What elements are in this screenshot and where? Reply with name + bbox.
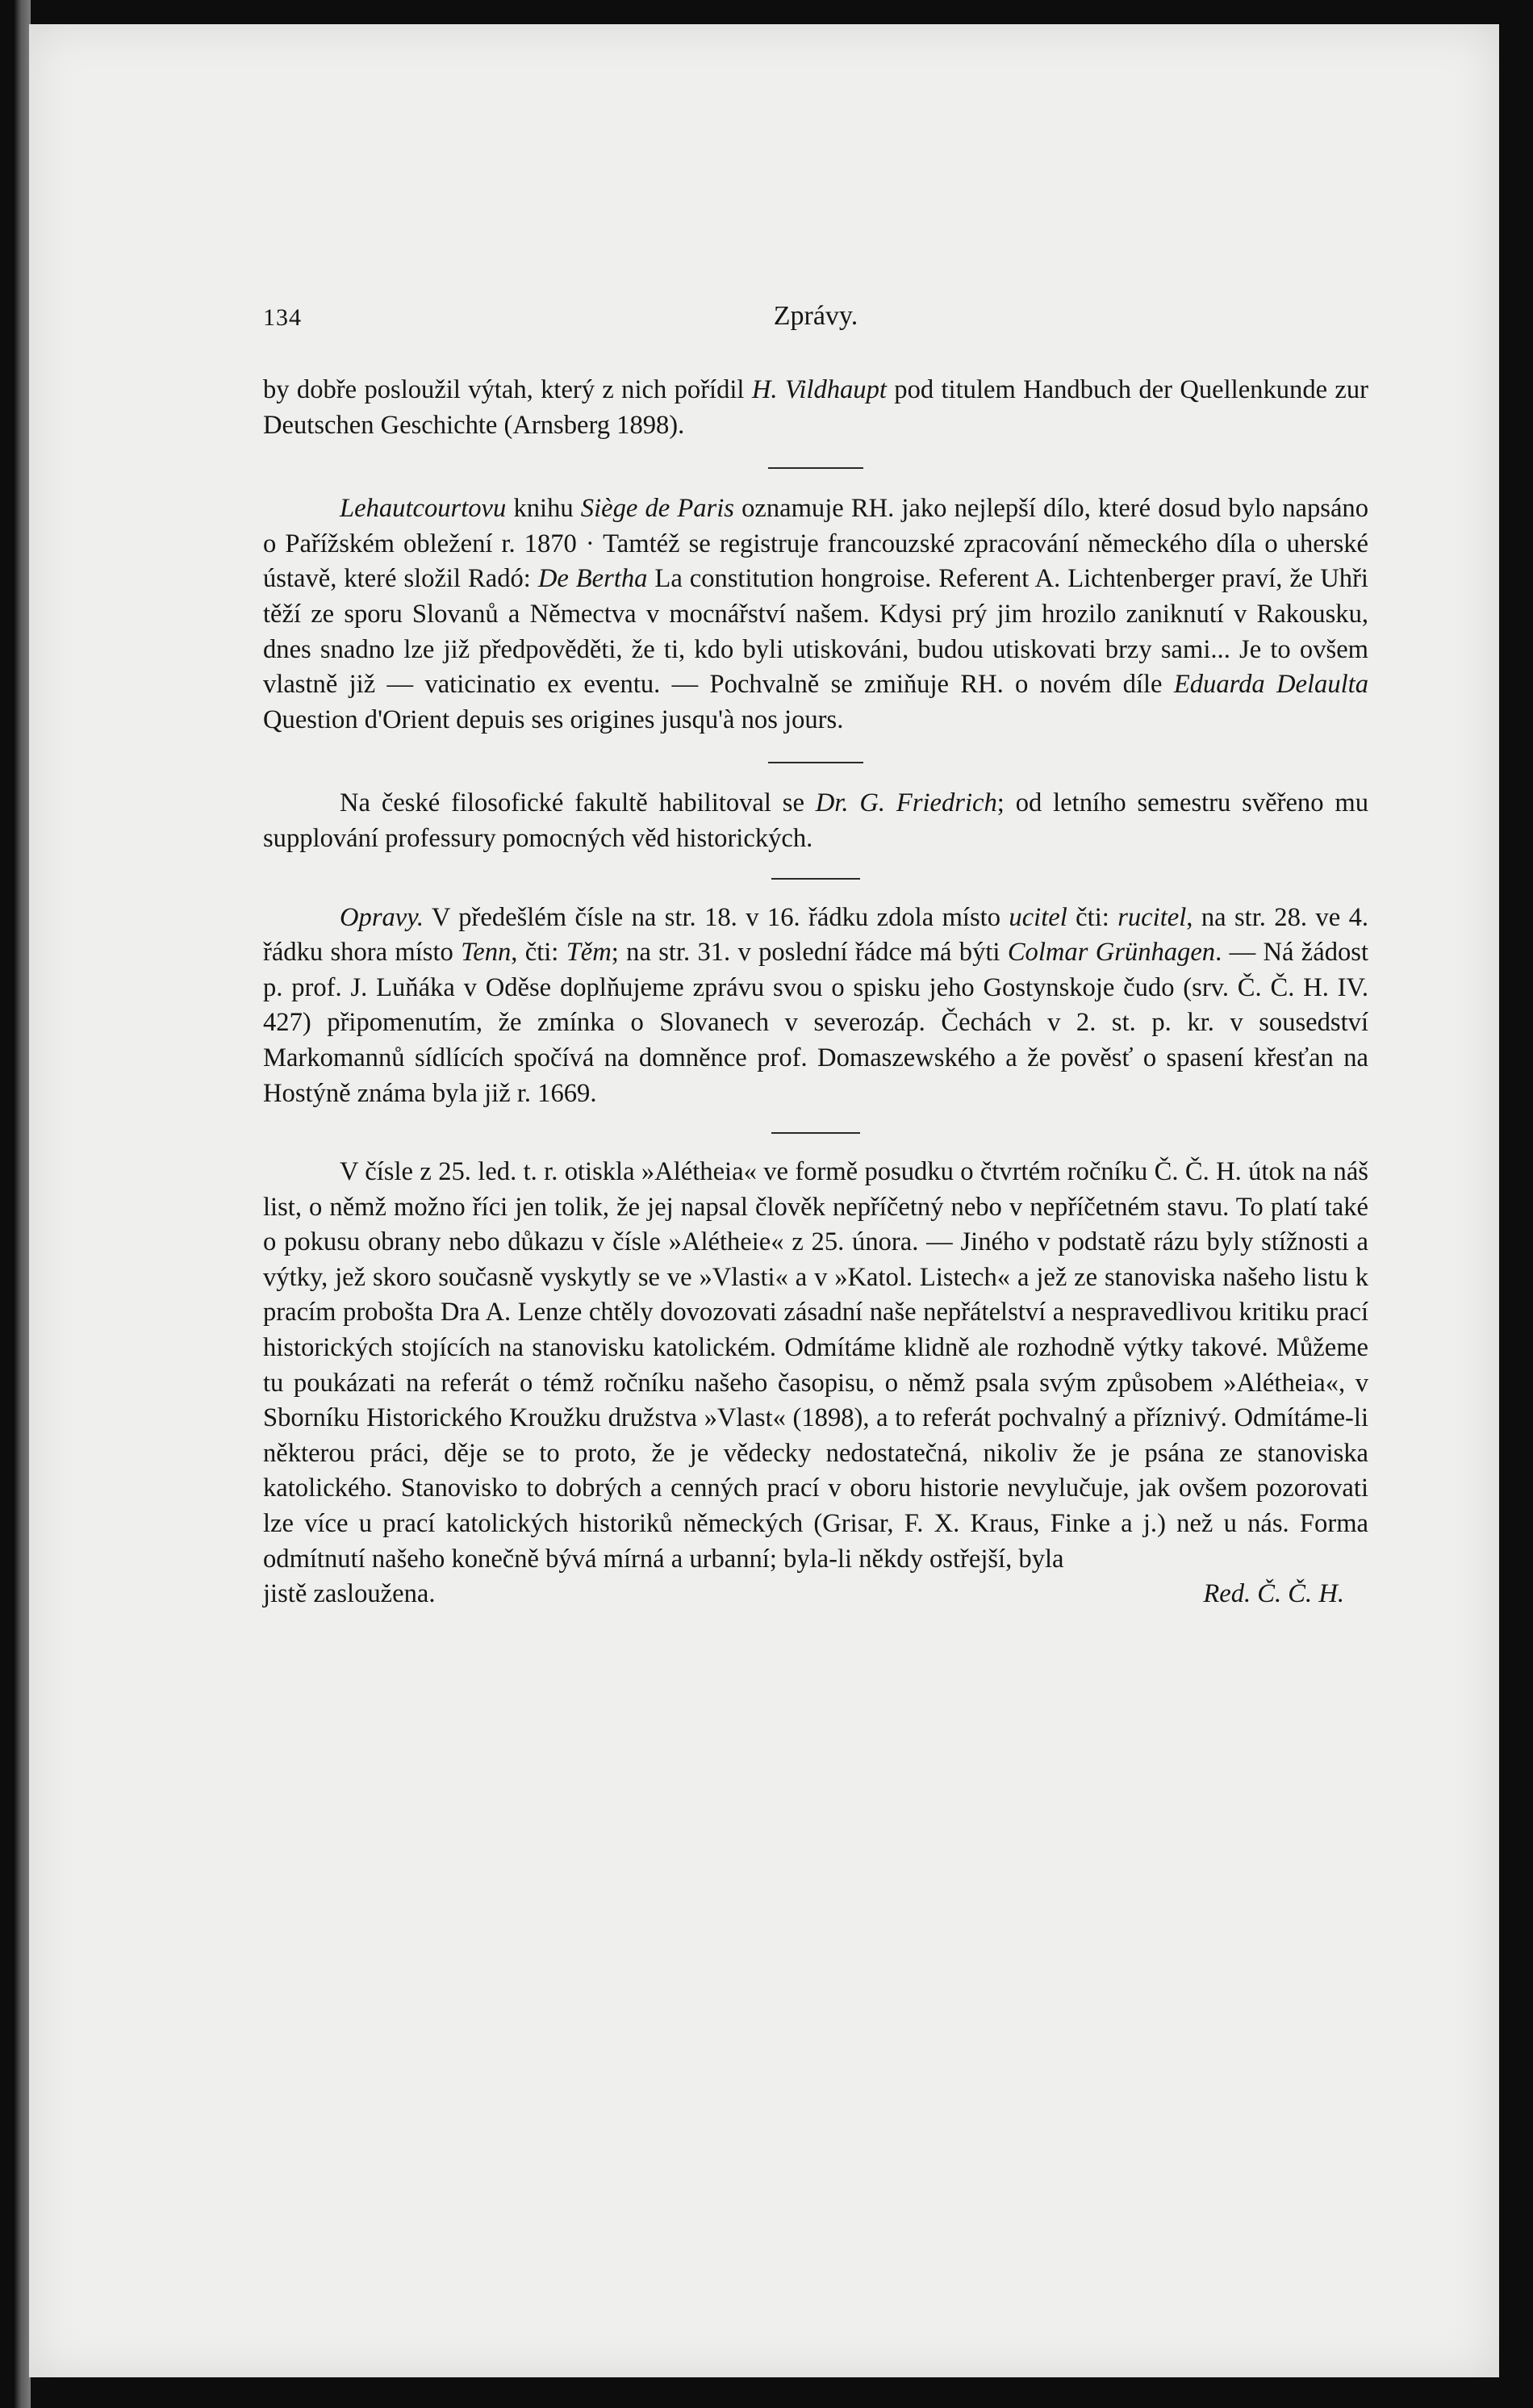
page-header	[263, 299, 1368, 339]
text-run: V čísle z 25. led. t. r. otiskla »Alétheia« ve formě posudku o čtvrtém ročníku Č. Č. H. útok na náš list, o němž možno říci jen tolik, že jej napsal člověk nepříčetný nebo v nepříčetném stavu. To platí také o pokusu obrany nebo důkazu v čísle »Alétheie« z 25. února. — Jiného v podstatě rázu byly stížnosti a výtky, jež skoro současně vyskytly se ve »Vlasti« a v »Katol. Listech« a jež ze stanoviska našeho listu k pracím proboštа Dra A. Lenze chtěly dovozovati zásadní naše nepřátelství a nespravedlivou kritiku prací historických stojících na stanovisku katolickém. Odmítáme klidně ale rozhodně výtky takové. Můžeme tu poukázati na referát o témž ročníku našeho časopisu, o němž psala svým způsobem »Alétheia«, v Sborníku Historického Kroužku družstva »Vlast« (1898), a to referát pochvalný a příznivý. Odmítáme-li některou práci, děje se to proto, že je vědecky nedostatečná, nikoliv že je psána ze stanoviska katolického. Stanovisko to dobrých a cenných prací v oboru historie nevylučuje, jak ovšem pozorovati lze více u prací katolických historiků německých (Grisar, F. X. Kraus, Finke a j.) než u nás. Forma odmítnutí našeho konečně bývá mírná a urbanní; byla-li někdy ostřejší, byla	[263, 1157, 1368, 1574]
author-name: Eduarda Delaulta	[1173, 670, 1368, 700]
paragraph-aletheia	[263, 1155, 1368, 1577]
text-run: čti:	[1067, 902, 1118, 932]
corrected-word: rucitel	[1117, 902, 1187, 932]
person-name: Dr. G. Friedrich	[815, 788, 997, 818]
author-name: De Bertha	[537, 564, 648, 594]
text-run: V předešlém čísle na str. 18. v 16. řádku zdola místo	[424, 902, 1009, 932]
text-run: Question d'Orient depuis ses origines jusqu'à nos jours.	[263, 704, 844, 734]
section-divider	[771, 878, 860, 880]
text-run: oznamuje RH. jako nejlepší dílo, které dosud bylo napsáno o Pařížském obležení r. 1870 · Tamtéž se registruje francouzské zpracování německého díla o uherské ústavě, které složil Radó:	[263, 494, 1368, 594]
text-run: ; na str. 31. v poslední řádce má býti	[611, 938, 1008, 968]
section-label: Opravy.	[340, 902, 424, 932]
paragraph-lehautcourt	[263, 491, 1368, 738]
text-run: Na české filosofické fakultě habilitoval se	[340, 788, 816, 818]
editorial-signature: Red. Č. Č. H.	[1203, 1579, 1344, 1609]
running-title: Zprávy.	[773, 301, 858, 331]
text-run: La constitution hongroise. Referent A. Lichtenberger praví, že Uhři těží ze sporu Slovanů a Němectva v mocnářství našem. Kdysi prý jim hrozilo zaniknutí v Rakousku, dnes snadno lze již předpověděti, že ti, kdo byli utiskováni, budou utiskovati brzy sami... Je to ovšem vlastně již — vaticinatio ex eventu. — Pochvalně se zmiňuje RH. o novém díle	[263, 564, 1368, 700]
section-divider	[768, 762, 863, 763]
corrected-word: Colmar Grünhagen	[1007, 938, 1216, 968]
text-run: knihu	[506, 494, 581, 524]
author-name: H. Vildhaupt	[751, 375, 887, 404]
text-run: , čti:	[511, 938, 566, 968]
text-run: , na str. 28. ve 4. řádku shora místo	[263, 902, 1369, 968]
closing-text: jistě zasloužena.	[263, 1579, 436, 1609]
text-run: . — Ná žádost p. prof. J. Luňáka v Oděse doplňujeme zprávu svou o spisku jeho Gostynskoje čudo (srv. Č. Č. H. IV. 427) připomenutím, že zmínka o Slovanech v severozáp. Čechách v 2. st. p. kr. v sousedství Markomannů sídlících spočívá na domněnce prof. Domaszewského a že pověsť o spasení křesťan na Hostýně známa byla již r. 1669.	[263, 938, 1369, 1108]
corrected-word: Tenn	[461, 938, 512, 968]
corrected-word: Těm	[566, 938, 612, 968]
paragraph-vildhaupt	[263, 373, 1368, 443]
scanned-page	[29, 24, 1499, 2377]
page-content	[263, 299, 1368, 1612]
book-title: Siège de Paris	[580, 494, 734, 524]
paragraph-friedrich	[263, 786, 1368, 856]
scan-border	[15, 0, 31, 2408]
corrected-word: ucitel	[1009, 902, 1067, 932]
closing-line	[263, 1577, 1368, 1612]
text-run: by dobře posloužil výtah, který z nich pořídil	[263, 375, 752, 404]
author-name: Lehautcourtovu	[340, 494, 507, 524]
text-run: pod titulem Handbuch der Quellenkunde zur Deutschen Geschichte (Arnsberg 1898).	[263, 375, 1369, 440]
text-run: ; od letního semestru svěřeno mu supplování professury pomocných věd historických.	[263, 788, 1368, 853]
page-number: 134	[263, 304, 302, 331]
section-divider	[768, 467, 863, 469]
section-divider	[771, 1132, 860, 1134]
paragraph-opravy	[263, 901, 1368, 1112]
